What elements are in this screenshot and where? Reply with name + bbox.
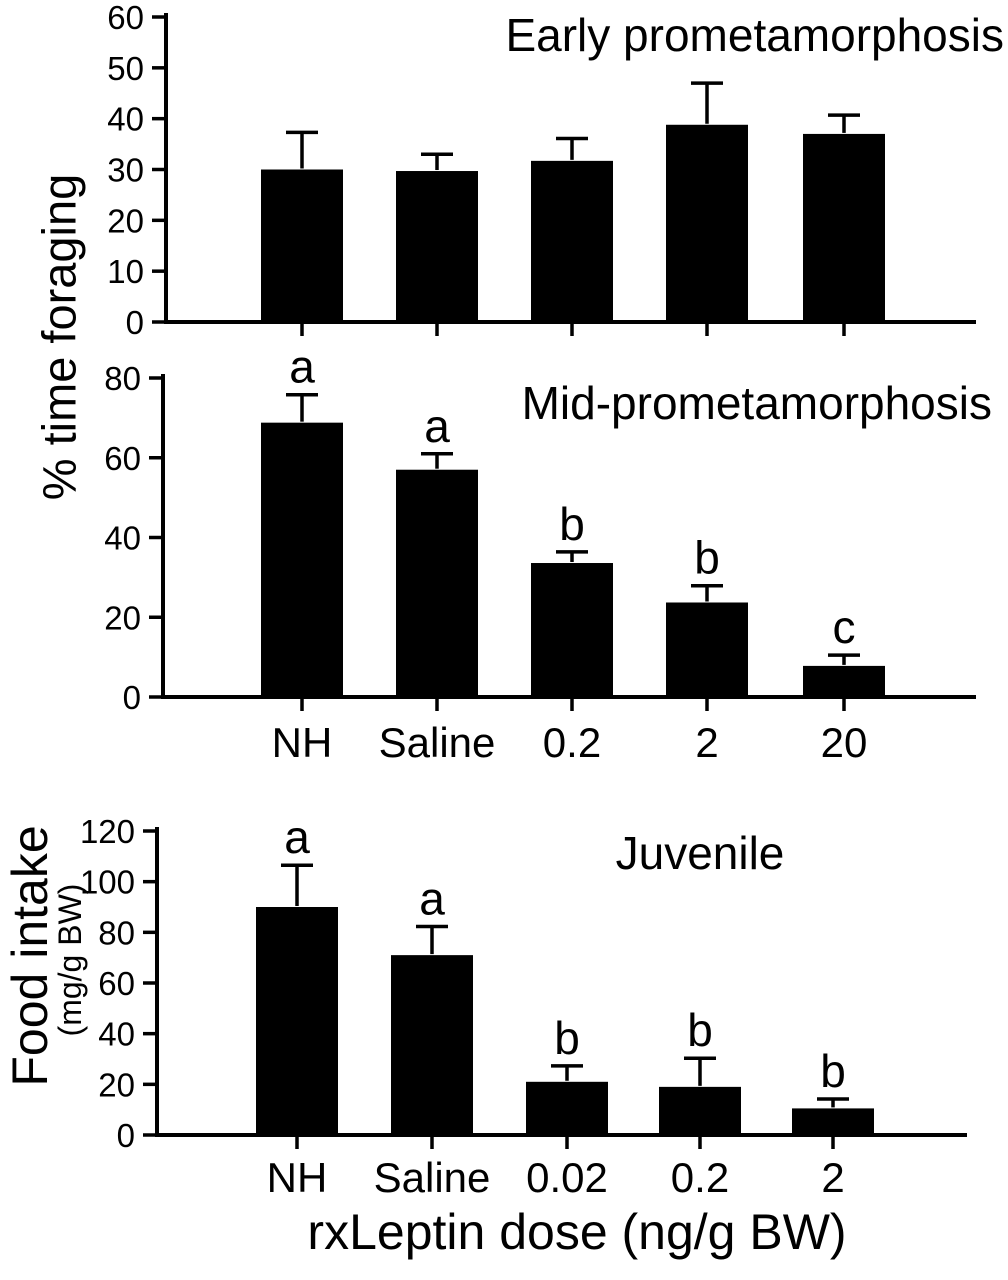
bar-NH [261, 170, 343, 323]
bar-20 [803, 134, 885, 322]
y-tick-label: 10 [107, 253, 144, 291]
y-tick-label: 120 [79, 813, 135, 850]
x-category-label: 20 [820, 719, 868, 766]
y-tick-label: 50 [107, 49, 144, 87]
y-axis-label-food-intake-units: (mg/g BW) [52, 883, 88, 1037]
y-axis-label-food-intake: Food intake [2, 825, 58, 1087]
bar-0.2 [659, 1087, 741, 1135]
bar-0.02 [526, 1082, 608, 1135]
bar-2 [792, 1108, 874, 1135]
bar-2 [666, 125, 748, 322]
bar-2 [666, 602, 748, 697]
significance-letter: a [419, 872, 445, 925]
bar-NH [261, 423, 343, 697]
panel-title-early-prometamorphosis: Early prometamorphosis [505, 9, 1004, 61]
y-tick-label: 20 [98, 1066, 135, 1104]
y-tick-label: 0 [116, 1117, 135, 1154]
bar-0.2 [531, 563, 613, 697]
y-tick-label: 80 [98, 914, 135, 952]
bar-Saline [391, 955, 473, 1135]
x-category-label: Saline [373, 1154, 491, 1201]
significance-letter: b [820, 1045, 846, 1098]
bar-Saline [396, 171, 478, 322]
y-axis-label-time-foraging: % time foraging [32, 173, 86, 501]
x-category-label: Saline [378, 719, 496, 766]
x-category-label: 2 [695, 719, 719, 766]
y-tick-label: 40 [107, 100, 144, 138]
significance-letter: a [284, 811, 310, 864]
significance-letter: b [559, 497, 585, 550]
bar-Saline [396, 470, 478, 697]
y-tick-label: 60 [107, 0, 144, 36]
y-tick-label: 40 [104, 519, 141, 557]
bar-0.2 [531, 161, 613, 322]
x-category-label: NH [271, 719, 333, 766]
significance-letter: b [687, 1004, 713, 1057]
significance-letter: a [289, 340, 315, 393]
y-tick-label: 100 [79, 863, 135, 901]
significance-letter: b [554, 1011, 580, 1064]
x-category-label: 0.2 [542, 719, 602, 766]
y-tick-label: 20 [107, 202, 144, 240]
y-tick-label: 0 [125, 304, 144, 341]
panel-title-juvenile: Juvenile [615, 827, 785, 879]
bar-20 [803, 666, 885, 697]
y-tick-label: 80 [104, 360, 141, 397]
y-tick-label: 20 [104, 599, 141, 637]
y-tick-label: 40 [98, 1015, 135, 1053]
x-axis-label-rxleptin-dose: rxLeptin dose (ng/g BW) [307, 1204, 847, 1260]
x-category-label: 2 [821, 1154, 845, 1201]
x-category-label: 0.02 [526, 1154, 608, 1201]
y-tick-label: 0 [122, 679, 141, 716]
x-category-label: NH [266, 1154, 328, 1201]
y-tick-label: 60 [104, 439, 141, 477]
significance-letter: b [694, 531, 720, 584]
y-tick-label: 60 [98, 965, 135, 1002]
significance-letter: a [424, 399, 450, 452]
panel-title-mid-prometamorphosis: Mid-prometamorphosis [521, 377, 992, 429]
significance-letter: c [832, 601, 856, 654]
y-tick-label: 30 [107, 151, 144, 189]
x-category-label: 0.2 [670, 1154, 730, 1201]
bar-NH [256, 907, 338, 1135]
